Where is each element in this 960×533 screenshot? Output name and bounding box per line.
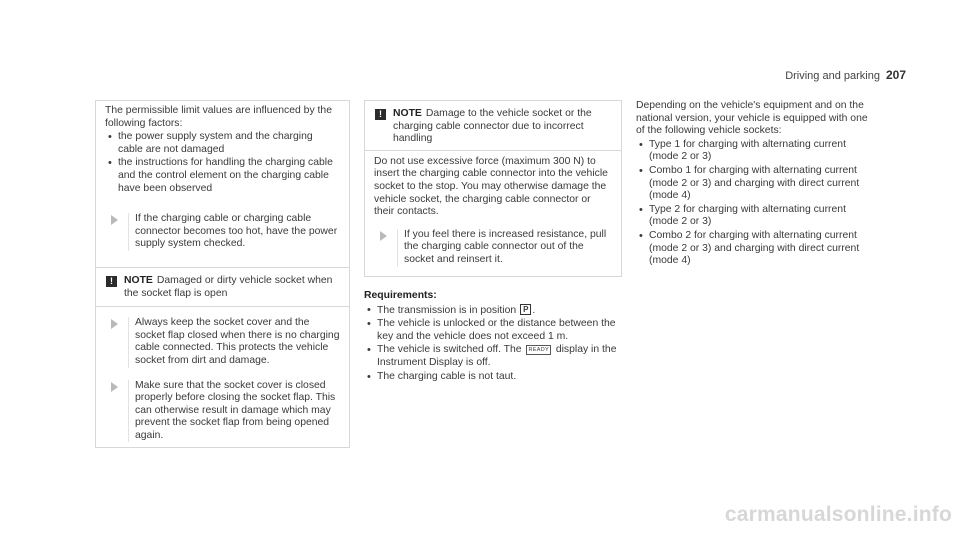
right-column xyxy=(636,100,876,269)
arrow-icon xyxy=(111,215,118,225)
step-text: Make sure that the socket cover is closed properly before closing the socket flap. This can otherwise result in damage which may prevent the socket flap from being opened again. xyxy=(128,380,340,443)
instruction-step xyxy=(105,380,340,443)
step-text: If you feel there is increased resistance, pull the charging cable connector out of the socket and reinsert it. xyxy=(397,229,612,267)
list-item: • the power supply system and the charging cable are not damaged xyxy=(105,131,340,156)
instruction-step xyxy=(105,213,340,251)
ready-symbol-icon: READY xyxy=(528,347,549,354)
exclamation-icon: ! xyxy=(375,109,386,120)
page-header xyxy=(785,68,906,82)
list-item: • Type 1 for charging with alternating current (mode 2 or 3) xyxy=(636,139,876,164)
park-symbol-icon: P xyxy=(520,304,531,315)
exclamation-icon: ! xyxy=(106,276,117,287)
list-item: • The charging cable is not taut. xyxy=(364,371,622,384)
list-item: • Combo 1 for charging with alternating current (mode 2 or 3) and charging with direct current (mode 4) xyxy=(636,165,876,203)
list-item xyxy=(364,344,622,369)
socket-steps-section xyxy=(96,317,349,442)
requirement-text: display in the Instrument Display is off. xyxy=(377,344,617,368)
list-item: • The vehicle is unlocked or the distance between the key and the vehicle does not exceed 1 m. xyxy=(364,318,622,343)
middle-column xyxy=(364,100,622,384)
list-item: • the instructions for handling the charging cable and the control element on the charging cable have been observed xyxy=(105,157,340,195)
left-column xyxy=(95,100,350,448)
watermark-text: carmanualsonline.info xyxy=(724,503,952,526)
limit-values-section xyxy=(96,101,349,267)
instruction-step xyxy=(374,229,612,267)
page-number: 207 xyxy=(885,68,906,82)
socket-list xyxy=(636,139,876,268)
warning-box-middle xyxy=(364,100,622,277)
requirement-text: The transmission is in position xyxy=(377,304,517,316)
list-item xyxy=(364,304,622,318)
factor-list xyxy=(105,131,340,195)
note-label: NOTE xyxy=(393,108,422,119)
handling-note-section xyxy=(365,101,621,150)
handling-body: Do not use excessive force (maximum 300 N) to insert the charging cable connector into the vehicle socket to the stop. You may otherwise damage the vehicle socket, the charging cable connector or their contacts. xyxy=(374,155,608,218)
note-incorrect-handling xyxy=(374,108,612,146)
handling-body-section xyxy=(365,151,621,267)
arrow-icon xyxy=(111,382,118,392)
note-damaged-socket xyxy=(105,275,340,300)
step-text: If the charging cable or charging cable connector becomes too hot, have the power supply system checked. xyxy=(128,213,340,251)
requirements-list xyxy=(364,304,622,384)
arrow-icon xyxy=(380,231,387,241)
socket-note-section xyxy=(96,268,349,306)
instruction-step xyxy=(105,317,340,367)
list-item: • Type 2 for charging with alternating current (mode 2 or 3) xyxy=(636,204,876,229)
note-text: Damage to the vehicle socket or the charging cable connector due to incorrect handling xyxy=(393,108,592,145)
list-item: • Combo 2 for charging with alternating current (mode 2 or 3) and charging with direct current (mode 4) xyxy=(636,230,876,268)
requirements-title: Requirements: xyxy=(364,290,437,301)
note-label: NOTE xyxy=(124,274,153,286)
socket-intro: Depending on the vehicle's equipment and on the national version, your vehicle is equipped with one of the following vehicle sockets: xyxy=(636,100,868,137)
warning-box-left xyxy=(95,100,350,448)
requirement-text: . xyxy=(532,304,536,316)
step-text: Always keep the socket cover and the socket flap closed when there is no charging cable connected. This protects the vehicle socket from dirt and damage. xyxy=(128,317,340,367)
arrow-icon xyxy=(111,319,118,329)
requirement-text: The vehicle is switched off. The xyxy=(377,344,522,356)
note-text: Damaged or dirty vehicle socket when the socket flap is open xyxy=(124,274,333,299)
section-title: Driving and parking xyxy=(785,70,880,82)
limit-values-intro: The permissible limit values are influenced by the following factors: xyxy=(105,105,332,129)
divider xyxy=(96,306,349,307)
